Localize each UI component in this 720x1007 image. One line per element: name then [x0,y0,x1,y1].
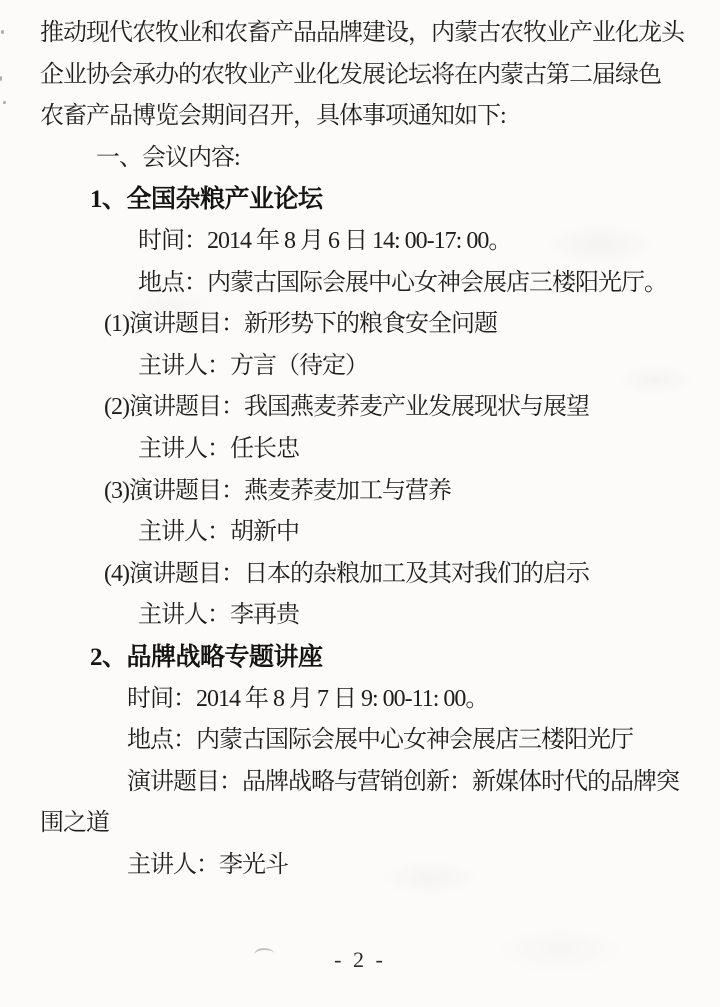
forum2-topic-line-2: 围之道 [40,810,109,837]
talk-2-topic: (2)演讲题目：我国燕麦荞麦产业发展现状与展望 [104,394,589,421]
intro-line-1: 推动现代农牧业和农畜产品品牌建设，内蒙古农牧业产业化龙头 [40,20,684,46]
talk-4-speaker: 主讲人：李再贵 [138,602,299,629]
talk-4-topic: (4)演讲题目：日本的杂粮加工及其对我们的启示 [104,560,589,587]
scan-speck-artifact [1,30,4,34]
scan-squiggle-artifact [254,947,275,958]
talk-3-topic: (3)演讲题目：燕麦荞麦加工与营养 [104,477,451,504]
forum2-speaker: 主讲人：李光斗 [127,851,288,878]
scan-speck-artifact [0,76,2,81]
talk-1-speaker: 主讲人：方言（待定） [138,352,368,379]
forum2-time: 时间：2014 年 8 月 7 日 9: 00-11: 00。 [127,685,489,712]
intro-line-2: 企业协会承办的农牧业产业化发展论坛将在内蒙古第二届绿色 [40,61,661,88]
scan-speck-artifact [3,101,6,104]
forum1-time: 时间：2014 年 8 月 6 日 14: 00-17: 00。 [138,227,512,254]
intro-line-3: 农畜产品博览会期间召开，具体事项通知如下: [40,103,506,130]
document-body [40,13,692,886]
page-number: - 2 - [334,947,386,972]
talk-1-topic: (1)演讲题目：新形势下的粮食安全问题 [104,311,497,338]
forum2-topic-line-1: 演讲题目：品牌战略与营销创新：新媒体时代的品牌突 [127,768,679,795]
forum2-title: 2、品牌战略专题讲座 [90,643,323,671]
forum2-location: 地点：内蒙古国际会展中心女神会展店三楼阳光厅 [127,727,633,754]
agenda-heading: 一、会议内容: [96,144,240,171]
talk-2-speaker: 主讲人：任长忠 [138,435,299,462]
talk-3-speaker: 主讲人：胡新中 [138,519,299,546]
forum1-location: 地点：内蒙古国际会展中心女神会展店三楼阳光厅。 [138,269,667,296]
forum1-title: 1、全国杂粮产业论坛 [90,186,323,214]
